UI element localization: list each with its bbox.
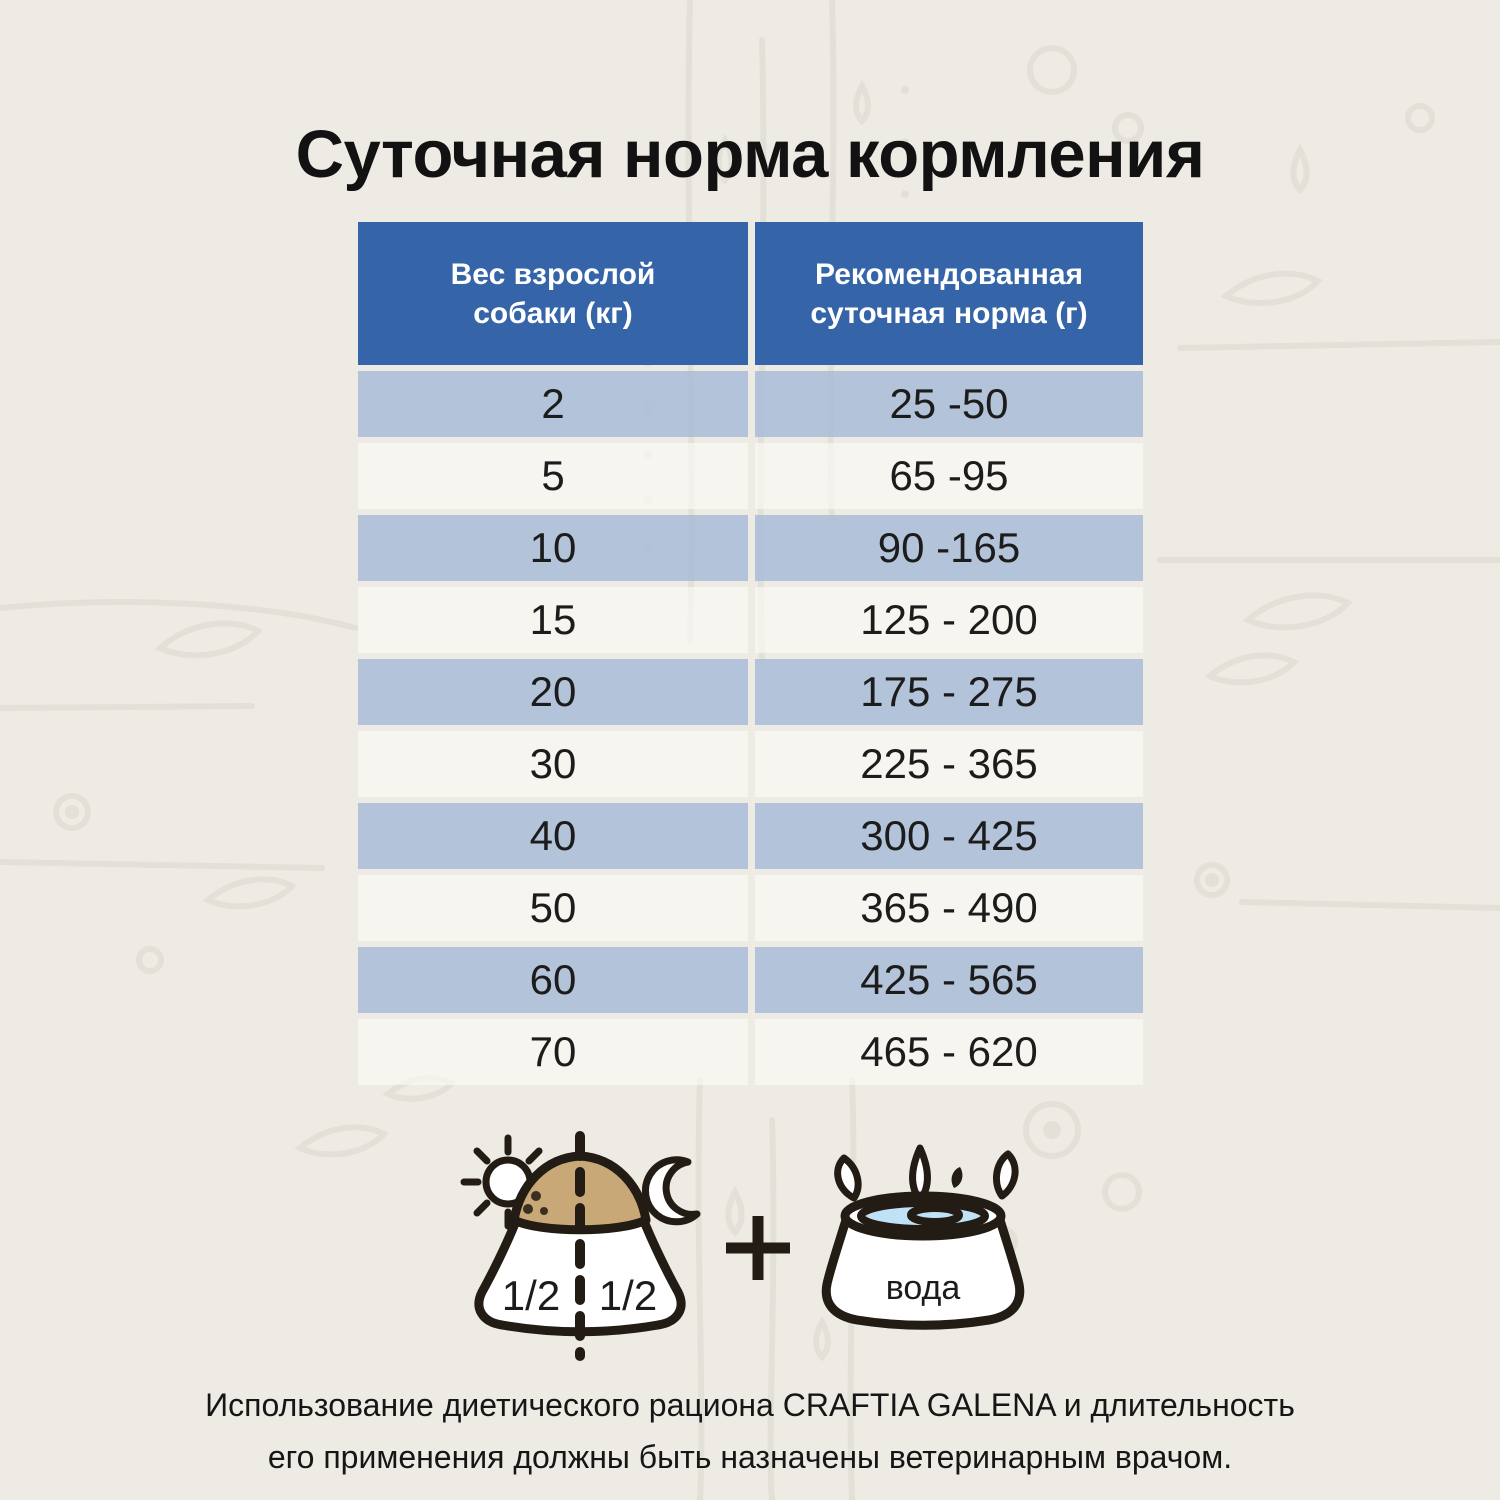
weight-cell: 50	[358, 875, 748, 941]
moon-icon	[645, 1160, 697, 1222]
weight-cell: 2	[358, 371, 748, 437]
table-row	[358, 1019, 1143, 1085]
norm-cell: 365 - 490	[755, 875, 1143, 941]
weight-cell: 70	[358, 1019, 748, 1085]
weight-cell: 15	[358, 587, 748, 653]
table-row	[358, 587, 1143, 653]
weight-cell: 40	[358, 803, 748, 869]
norm-cell: 225 - 365	[755, 731, 1143, 797]
feeding-table	[358, 222, 1143, 1091]
norm-cell: 175 - 275	[755, 659, 1143, 725]
table-row	[358, 731, 1143, 797]
water-bowl-icon	[808, 1146, 1036, 1336]
table-row	[358, 659, 1143, 725]
table-body	[358, 371, 1143, 1085]
table-header-cell-norm: Рекомендованная суточная норма (г)	[755, 222, 1143, 365]
footnote-line-1: Использование диетического рациона CRAFTIA GALENA и длительность	[205, 1387, 1295, 1423]
weight-cell: 60	[358, 947, 748, 1013]
norm-cell: 425 - 565	[755, 947, 1143, 1013]
norm-cell: 125 - 200	[755, 587, 1143, 653]
table-row	[358, 803, 1143, 869]
table-row	[358, 947, 1143, 1013]
table-row	[358, 875, 1143, 941]
norm-cell: 65 -95	[755, 443, 1143, 509]
weight-cell: 20	[358, 659, 748, 725]
food-bowl-icon	[450, 1134, 710, 1359]
half-label-night: 1/2	[598, 1272, 658, 1319]
norm-cell: 300 - 425	[755, 803, 1143, 869]
water-label: вода	[885, 1269, 961, 1307]
half-label-day: 1/2	[501, 1272, 561, 1319]
table-row	[358, 515, 1143, 581]
table-row	[358, 371, 1143, 437]
norm-cell: 465 - 620	[755, 1019, 1143, 1085]
footnote-line-2: его применения должны быть назначены ветеринарным врачом.	[267, 1438, 1233, 1475]
footnote	[0, 1380, 1500, 1484]
table-header-cell-weight: Вес взрослой собаки (кг)	[358, 222, 748, 365]
weight-cell: 5	[358, 443, 748, 509]
weight-cell: 10	[358, 515, 748, 581]
table-header-row	[358, 222, 1143, 365]
page-title: Суточная норма кормления	[295, 117, 1205, 192]
norm-cell: 25 -50	[755, 371, 1143, 437]
norm-cell: 90 -165	[755, 515, 1143, 581]
table-row	[358, 443, 1143, 509]
plus-icon	[724, 1214, 792, 1282]
weight-cell: 30	[358, 731, 748, 797]
